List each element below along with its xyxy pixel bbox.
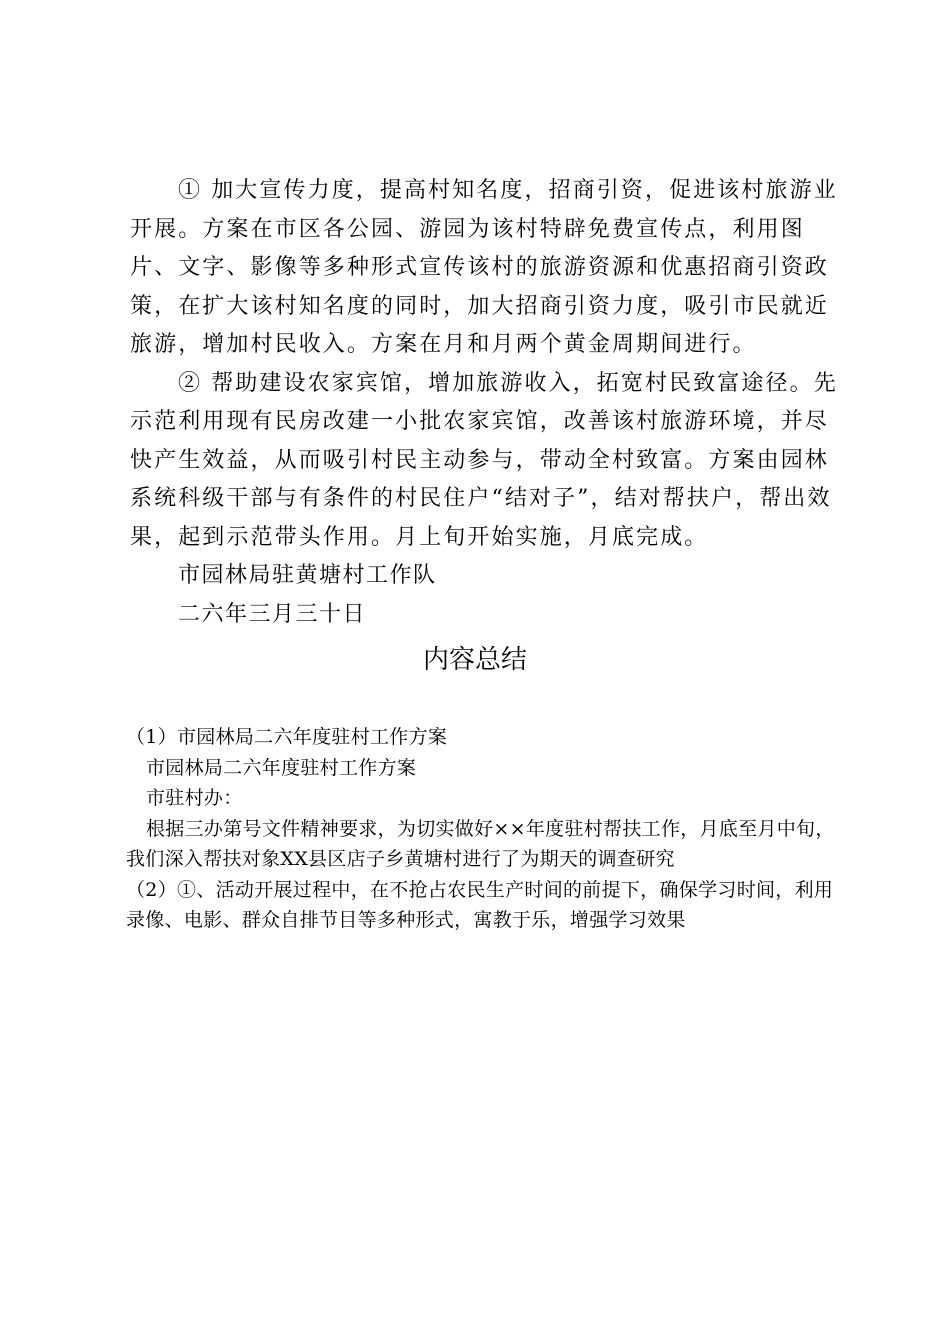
signature-date: 二六年三月三十日 — [178, 601, 367, 627]
summary-section — [126, 722, 842, 936]
summary-item1-addressee: 市驻村办： — [146, 787, 243, 809]
summary-item1-body: 根据三办第号文件精神要求，为切实做好××年度驻村帮扶工作，月底至月中旬，我们深入帮扶对象XX县区店子乡黄塘村进行了为期天的调查研究 — [126, 817, 835, 870]
summary-title: 内容总结 — [422, 645, 527, 675]
summary-item1-title: （1）市园林局二六年度驻村工作方案 — [126, 726, 448, 748]
signature-organization: 市园林局驻黄塘村工作队 — [178, 563, 437, 588]
paragraph-publicity: ① 加大宣传力度，提高村知名度，招商引资，促进该村旅游业开展。方案在市区各公园、游园为该村特辟免费宣传点，利用图片、文字、影像等多种形式宣传该村的旅游资源和优惠招商引资政策，在扩大该村知名度的同时，加大招商引资力度，吸引市民就近旅游，增加村民收入。方案在月和月两个黄金周期间进行。 — [130, 178, 838, 357]
document-body — [130, 172, 842, 634]
paragraph-farm-hotel: ② 帮助建设农家宾馆，增加旅游收入，拓宽村民致富途径。先示范利用现有民房改建一小批农家宾馆，改善该村旅游环境，并尽快产生效益，从而吸引村民主动参与，带动全村致富。方案由园林系统科级干部与有条件的村民住户“结对子”，结对帮扶户，帮出效果，起到示范带头作用。月上旬开始实施，月底完成。 — [130, 370, 838, 550]
summary-item1-subtitle: 市园林局二六年度驻村工作方案 — [146, 756, 417, 779]
summary-item2-body: （2）①、活动开展过程中，在不抢占农民生产时间的前提下，确保学习时间，利用录像、电影、群众自排节目等多种形式，寓教于乐，增强学习效果 — [126, 878, 834, 931]
